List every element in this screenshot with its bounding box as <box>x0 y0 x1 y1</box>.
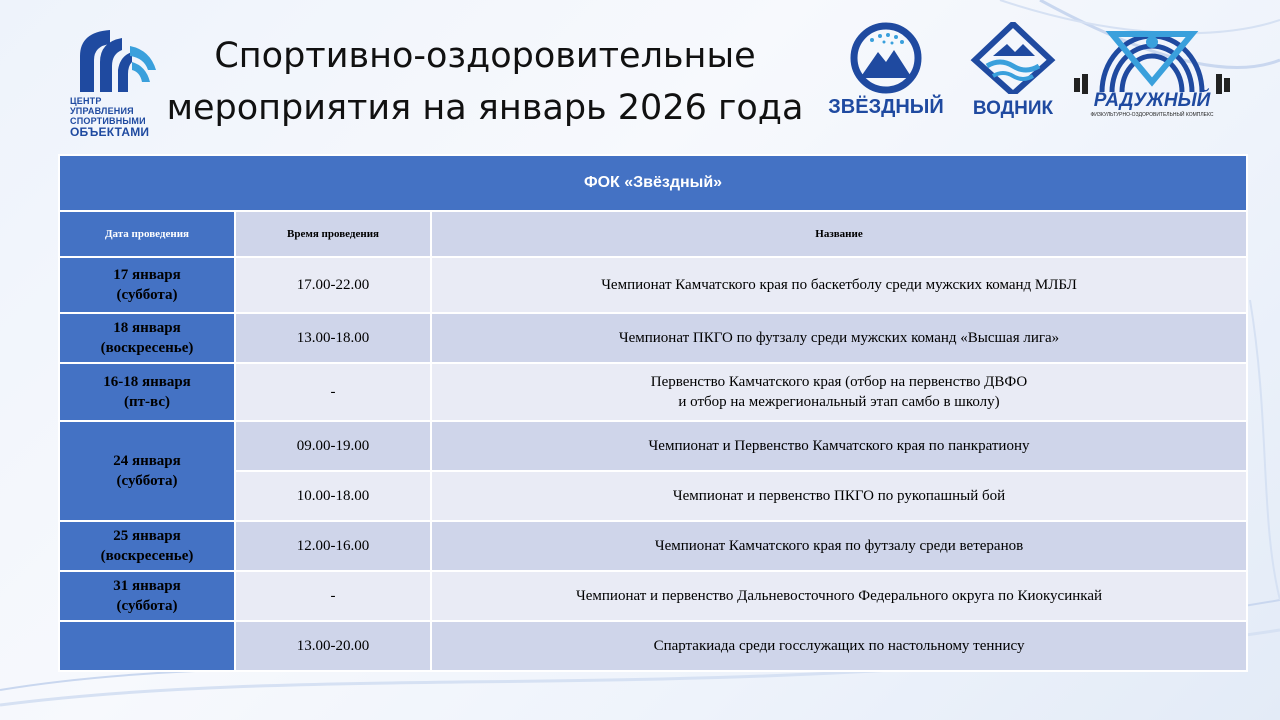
date-label: 31 января <box>113 578 181 594</box>
cuso-logo <box>70 26 165 139</box>
raduzhny-logo <box>1072 22 1232 122</box>
event-name-cell: Спартакиада среди госслужащих по настольному теннису <box>431 621 1247 671</box>
header-date: Дата проведения <box>59 211 235 257</box>
table-row <box>59 471 1247 521</box>
date-cell <box>59 621 235 671</box>
column-header-row <box>59 211 1247 257</box>
weekday-label: (суббота) <box>116 287 178 303</box>
title-line1: Спортивно-оздоровительные <box>214 36 756 76</box>
table-row <box>59 257 1247 313</box>
header-name: Название <box>431 211 1247 257</box>
cuso-line3: ОБЪЕКТАМИ <box>70 125 150 139</box>
venue-header-row <box>59 155 1247 211</box>
title-line2: мероприятия на январь 2026 года <box>166 88 804 128</box>
time-cell: 13.00-18.00 <box>235 313 431 363</box>
table-row <box>59 521 1247 571</box>
mountain-star-icon <box>828 22 944 94</box>
table-row <box>59 363 1247 421</box>
date-label: 24 января <box>113 453 181 469</box>
event-name-cell: Чемпионат и первенство Дальневосточного Федерального округа по Киокусинкай <box>431 571 1247 621</box>
time-cell: 13.00-20.00 <box>235 621 431 671</box>
date-cell <box>59 257 235 313</box>
raduzhny-wordmark: РАДУЖНЫЙ <box>1093 90 1211 111</box>
date-cell <box>59 363 235 421</box>
table-row <box>59 313 1247 363</box>
schedule-table <box>58 154 1248 672</box>
cuso-line1: ЦЕНТР УПРАВЛЕНИЯ <box>70 96 134 116</box>
date-cell <box>59 521 235 571</box>
weekday-label: (суббота) <box>116 473 178 489</box>
time-cell: 12.00-16.00 <box>235 521 431 571</box>
cuso-line2: СПОРТИВНЫМИ <box>70 116 146 126</box>
table-row <box>59 421 1247 471</box>
date-label: 18 января <box>113 320 181 336</box>
date-label: 25 января <box>113 528 181 544</box>
event-name-line1: Первенство Камчатского края (отбор на первенство ДВФО <box>650 374 1028 390</box>
cuso-emblem-icon <box>70 26 165 96</box>
date-cell <box>59 421 235 521</box>
event-name-cell <box>431 363 1247 421</box>
date-label: 17 января <box>113 267 181 283</box>
zvezdny-wordmark: ЗВЁЗДНЫЙ <box>828 96 944 118</box>
event-name-cell: Чемпионат и Первенство Камчатского края по панкратиону <box>431 421 1247 471</box>
header-time: Время проведения <box>235 211 431 257</box>
venue-title: ФОК «Звёздный» <box>59 155 1247 211</box>
weekday-label: (воскресенье) <box>100 548 194 564</box>
weekday-label: (пт-вс) <box>124 394 170 410</box>
weekday-label: (воскресенье) <box>100 340 194 356</box>
date-label: 16-18 января <box>103 374 191 390</box>
date-cell <box>59 313 235 363</box>
diamond-wave-icon <box>963 22 1063 94</box>
table-row <box>59 571 1247 621</box>
time-cell: 09.00-19.00 <box>235 421 431 471</box>
time-cell: 17.00-22.00 <box>235 257 431 313</box>
event-name-cell: Чемпионат Камчатского края по баскетболу среди мужских команд МЛБЛ <box>431 257 1247 313</box>
page-title <box>160 30 810 134</box>
raduzhny-subtitle: ФИЗКУЛЬТУРНО-ОЗДОРОВИТЕЛЬНЫЙ КОМПЛЕКС <box>1090 112 1214 118</box>
table-row <box>59 621 1247 671</box>
vodnik-logo <box>963 22 1063 122</box>
time-cell: - <box>235 571 431 621</box>
event-name-cell: Чемпионат ПКГО по футзалу среди мужских команд «Высшая лига» <box>431 313 1247 363</box>
event-name-line2: и отбор на межрегиональный этап самбо в школу) <box>678 394 1000 410</box>
event-name-cell: Чемпионат Камчатского края по футзалу среди ветеранов <box>431 521 1247 571</box>
zvezdny-logo <box>828 22 944 122</box>
rainbow-barbell-icon <box>1072 22 1232 94</box>
date-cell <box>59 571 235 621</box>
weekday-label: (суббота) <box>116 598 178 614</box>
time-cell: 10.00-18.00 <box>235 471 431 521</box>
event-name-cell: Чемпионат и первенство ПКГО по рукопашный бой <box>431 471 1247 521</box>
vodnik-wordmark: ВОДНИК <box>972 98 1054 119</box>
time-cell: - <box>235 363 431 421</box>
